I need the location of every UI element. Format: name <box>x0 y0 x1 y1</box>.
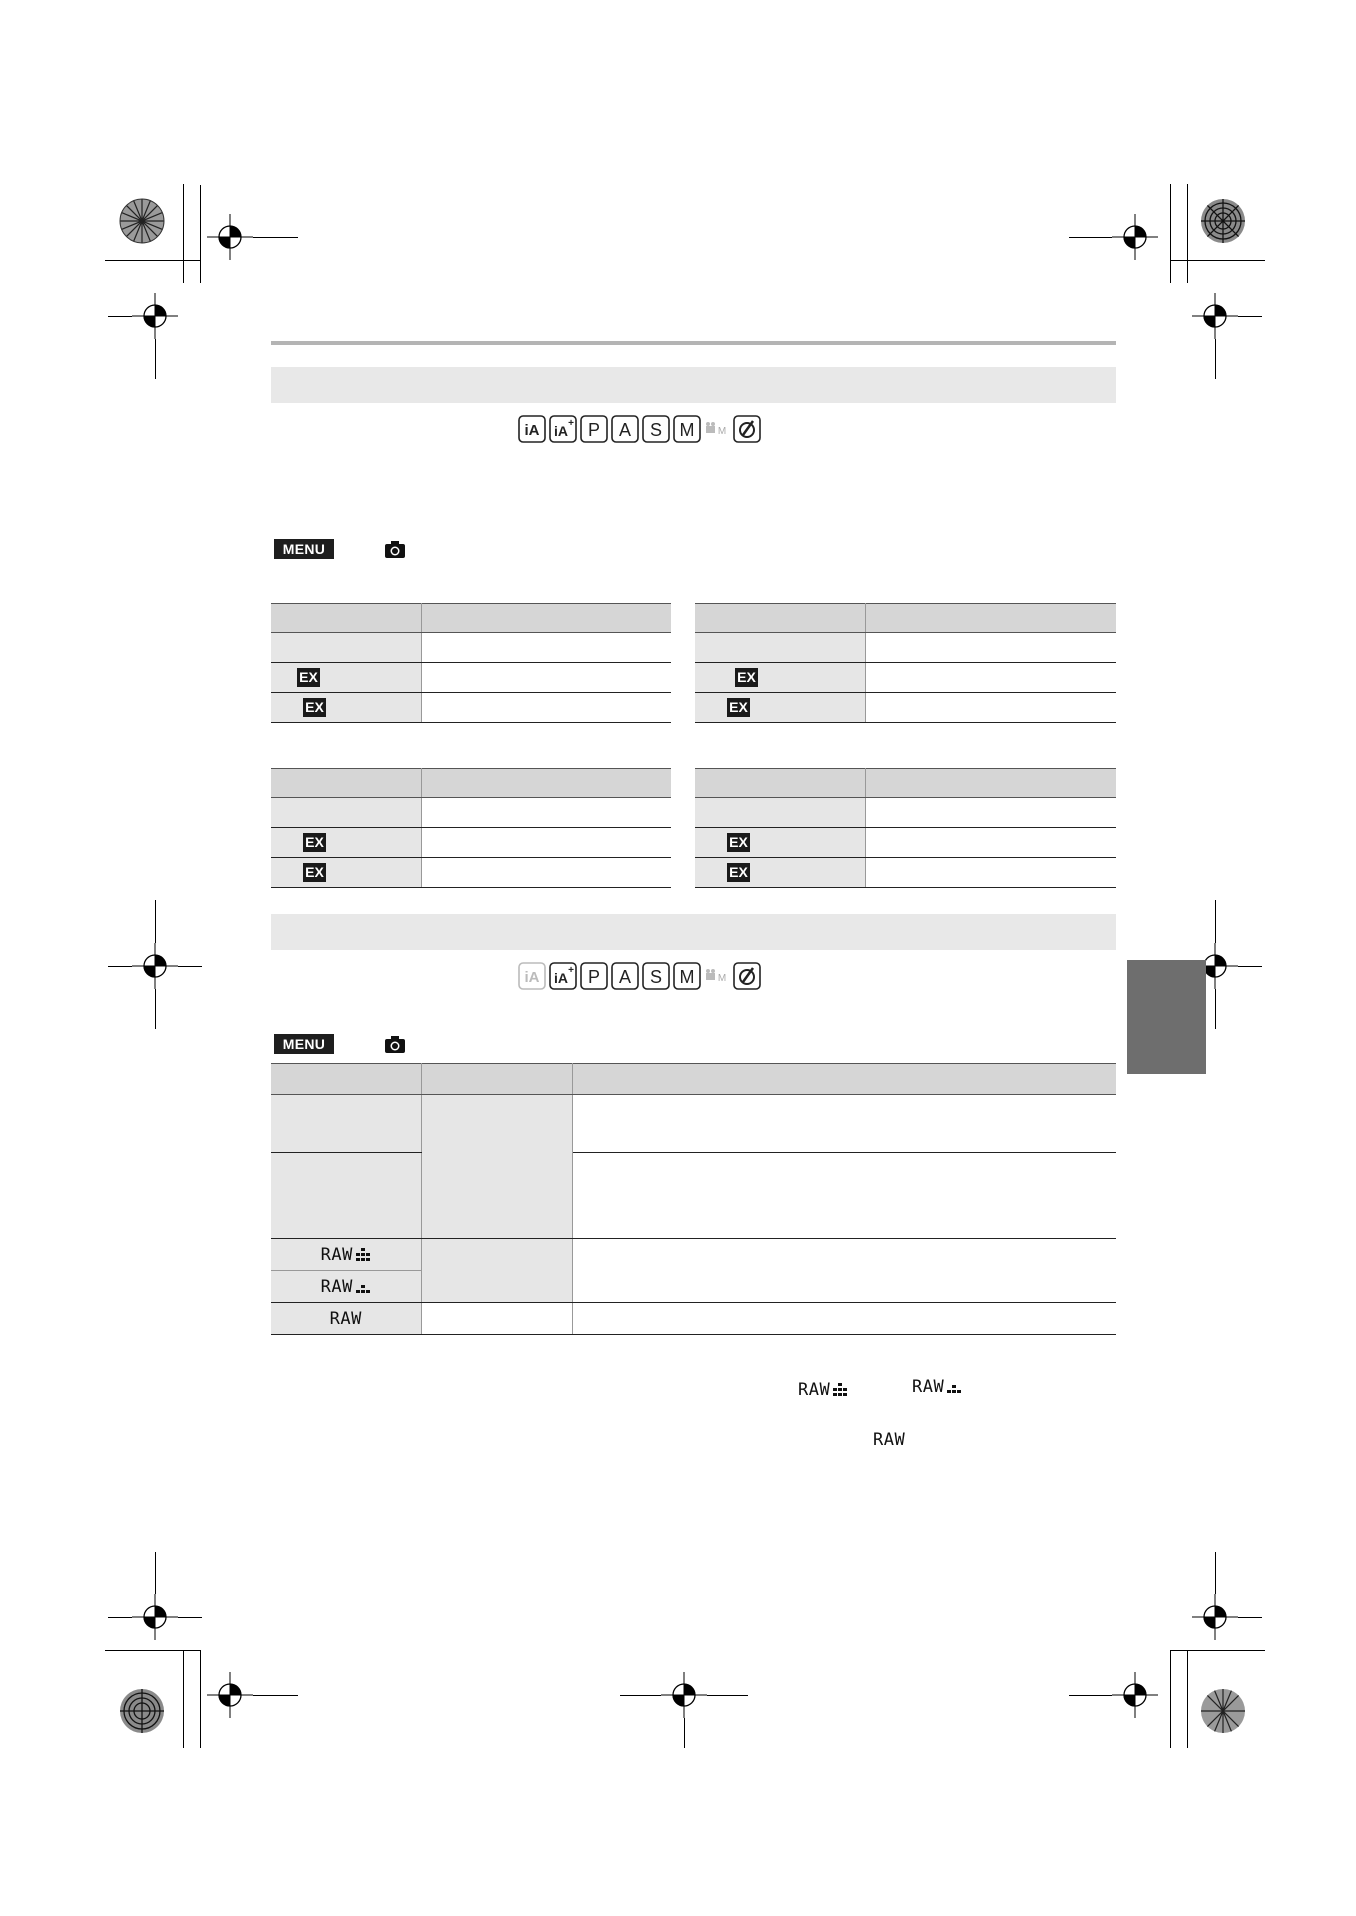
extended-zoom-icon: EX <box>297 668 320 687</box>
camera-icon <box>384 539 406 559</box>
shutter-priority-mode-icon <box>642 415 670 443</box>
chapter-side-tab <box>1127 960 1206 1074</box>
table-row <box>271 693 671 723</box>
manual-mode-icon <box>673 415 701 443</box>
extended-zoom-icon: EX <box>727 698 750 717</box>
raw-standard-label: RAW <box>321 1277 371 1297</box>
table-row <box>695 798 1116 828</box>
registration-target-icon <box>207 1672 253 1718</box>
svg-text:S: S <box>649 420 663 440</box>
intelligent-auto-plus-mode-icon <box>549 415 577 443</box>
top-rule <box>271 341 1116 345</box>
table-header-row <box>271 604 671 633</box>
starburst-icon <box>119 198 165 244</box>
extended-zoom-icon: EX <box>727 863 750 882</box>
svg-text:iA: iA <box>554 423 568 439</box>
svg-text:M: M <box>717 973 727 984</box>
aspect-size-table-1 <box>271 603 671 723</box>
program-mode-icon <box>580 415 608 443</box>
table-header-row <box>695 769 1116 798</box>
starburst-icon <box>1200 198 1246 244</box>
registration-target-icon <box>1112 1672 1158 1718</box>
aspect-size-table-2 <box>695 603 1116 723</box>
shutter-priority-mode-icon <box>642 962 670 990</box>
table-row <box>271 798 671 828</box>
table-row <box>271 1153 1116 1239</box>
svg-text:P: P <box>587 420 601 440</box>
registration-target-icon <box>1192 293 1238 339</box>
intelligent-auto-plus-mode-icon <box>549 962 577 990</box>
camera-icon <box>384 1034 406 1054</box>
available-modes-1 <box>518 414 761 444</box>
svg-text:M: M <box>679 420 695 440</box>
fine-icon <box>832 1382 848 1398</box>
table-row <box>695 858 1116 888</box>
svg-text:P: P <box>587 967 601 987</box>
creative-control-mode-icon <box>733 415 761 443</box>
svg-text:A: A <box>618 967 632 987</box>
svg-text:iA: iA <box>524 422 540 439</box>
intelligent-auto-mode-icon <box>518 962 546 990</box>
menu-button-icon: MENU <box>274 539 334 559</box>
table-row <box>271 858 671 888</box>
menu-path-1 <box>274 539 406 559</box>
aspect-size-table-4 <box>695 768 1116 888</box>
program-mode-icon <box>580 962 608 990</box>
table-row <box>695 633 1116 663</box>
extended-zoom-icon: EX <box>303 698 326 717</box>
creative-control-mode-icon <box>733 962 761 990</box>
extended-zoom-icon: EX <box>303 833 326 852</box>
table-row <box>695 693 1116 723</box>
standard-icon <box>946 1379 962 1395</box>
extended-zoom-icon: EX <box>303 863 326 882</box>
registration-target-icon <box>132 943 178 989</box>
svg-text:M: M <box>717 426 727 437</box>
aperture-priority-mode-icon <box>611 415 639 443</box>
svg-text:+: + <box>568 418 574 429</box>
aperture-priority-mode-icon <box>611 962 639 990</box>
aspect-size-table-3 <box>271 768 671 888</box>
raw-fine-label: RAW <box>321 1245 371 1265</box>
svg-text:M: M <box>679 967 695 987</box>
table-header-row <box>271 769 671 798</box>
table-header-row <box>271 1064 1116 1095</box>
extended-zoom-icon: EX <box>735 668 758 687</box>
menu-path-2 <box>274 1034 406 1054</box>
svg-text:iA: iA <box>524 969 540 986</box>
starburst-icon <box>119 1688 165 1734</box>
table-row <box>271 1239 1116 1271</box>
intelligent-auto-mode-icon <box>518 415 546 443</box>
table-row <box>271 828 671 858</box>
table-header-row <box>695 604 1116 633</box>
registration-target-icon <box>207 214 253 260</box>
quality-table <box>271 1063 1116 1335</box>
svg-text:+: + <box>568 965 574 976</box>
registration-target-icon <box>132 293 178 339</box>
table-row <box>271 633 671 663</box>
svg-text:A: A <box>618 420 632 440</box>
section-header-bar-2 <box>271 914 1116 950</box>
registration-target-icon <box>1192 1594 1238 1640</box>
table-row <box>695 828 1116 858</box>
creative-video-mode-icon <box>704 415 730 443</box>
fine-icon <box>355 1247 371 1263</box>
manual-mode-icon <box>673 962 701 990</box>
svg-text:S: S <box>649 967 663 987</box>
note-raw-fine: RAW <box>798 1380 848 1400</box>
table-row <box>271 663 671 693</box>
table-row <box>271 1303 1116 1335</box>
creative-video-mode-icon <box>704 962 730 990</box>
standard-icon <box>355 1279 371 1295</box>
note-raw: RAW <box>873 1430 906 1450</box>
table-row <box>271 1095 1116 1153</box>
menu-button-icon: MENU <box>274 1034 334 1054</box>
svg-text:iA: iA <box>554 970 568 986</box>
registration-target-icon <box>132 1594 178 1640</box>
section-header-bar-1 <box>271 367 1116 403</box>
note-raw-standard: RAW <box>912 1377 962 1397</box>
extended-zoom-icon: EX <box>727 833 750 852</box>
raw-label: RAW <box>329 1308 362 1329</box>
available-modes-2 <box>518 961 761 991</box>
registration-target-icon <box>1112 214 1158 260</box>
table-row <box>695 663 1116 693</box>
starburst-icon <box>1200 1688 1246 1734</box>
registration-target-icon <box>661 1672 707 1718</box>
